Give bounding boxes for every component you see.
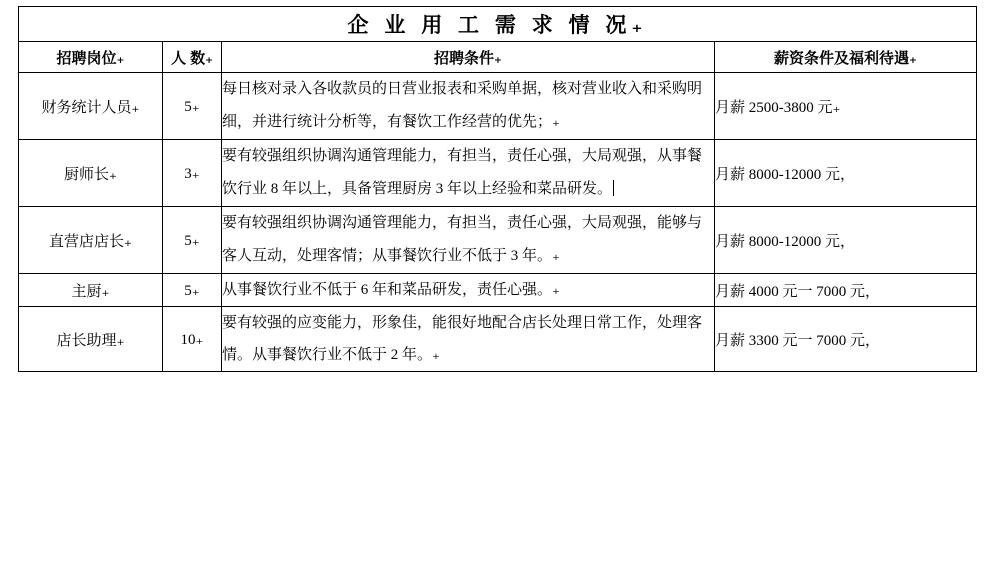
text-caret xyxy=(613,180,614,196)
row-count: 5₊ xyxy=(163,274,222,307)
row-count: 5₊ xyxy=(163,207,222,274)
column-header-requirements: 招聘条件₊ xyxy=(222,42,715,73)
row-salary: 月薪 3300 元一 7000 元， xyxy=(715,307,977,372)
table-row xyxy=(19,73,977,140)
row-requirements: 从事餐饮行业不低于 6 年和菜品研发，责任心强。₊ xyxy=(222,274,715,307)
row-requirements: 每日核对录入各收款员的日营业报表和采购单据，核对营业收入和采购明细，并进行统计分析等，有餐饮工作经营的优先；₊ xyxy=(222,73,715,140)
table-row xyxy=(19,207,977,274)
row-salary: 月薪 2500-3800 元₊ xyxy=(715,73,977,140)
row-position: 财务统计人员₊ xyxy=(19,73,163,140)
row-requirements: 要有较强的应变能力，形象佳，能很好地配合店长处理日常工作，处理客情。从事餐饮行业不低于 2 年。₊ xyxy=(222,307,715,372)
row-count: 10₊ xyxy=(163,307,222,372)
column-header-position: 招聘岗位₊ xyxy=(19,42,163,73)
column-header-salary: 薪资条件及福利待遇₊ xyxy=(715,42,977,73)
employment-demand-table xyxy=(18,6,977,372)
row-count: 5₊ xyxy=(163,73,222,140)
row-position: 直营店店长₊ xyxy=(19,207,163,274)
table-row xyxy=(19,307,977,372)
table-row xyxy=(19,140,977,207)
row-count: 3₊ xyxy=(163,140,222,207)
table-title-row xyxy=(19,7,977,42)
row-salary: 月薪 8000-12000 元， xyxy=(715,207,977,274)
row-requirements-text: 要有较强组织协调沟通管理能力，有担当，责任心强，大局观强，从事餐饮行业 8 年以上，具备管理厨房 3 年以上经验和菜品研发。 xyxy=(222,148,703,197)
row-position: 主厨₊ xyxy=(19,274,163,307)
row-requirements xyxy=(222,140,715,207)
row-salary: 月薪 4000 元一 7000 元， xyxy=(715,274,977,307)
table-row xyxy=(19,274,977,307)
page-title: 企 业 用 工 需 求 情 况₊ xyxy=(19,7,977,42)
row-salary: 月薪 8000-12000 元， xyxy=(715,140,977,207)
row-position: 厨师长₊ xyxy=(19,140,163,207)
table-header-row xyxy=(19,42,977,73)
row-position: 店长助理₊ xyxy=(19,307,163,372)
column-header-count: 人 数₊ xyxy=(163,42,222,73)
row-requirements: 要有较强组织协调沟通管理能力，有担当，责任心强，大局观强，能够与客人互动，处理客情；从事餐饮行业不低于 3 年。₊ xyxy=(222,207,715,274)
